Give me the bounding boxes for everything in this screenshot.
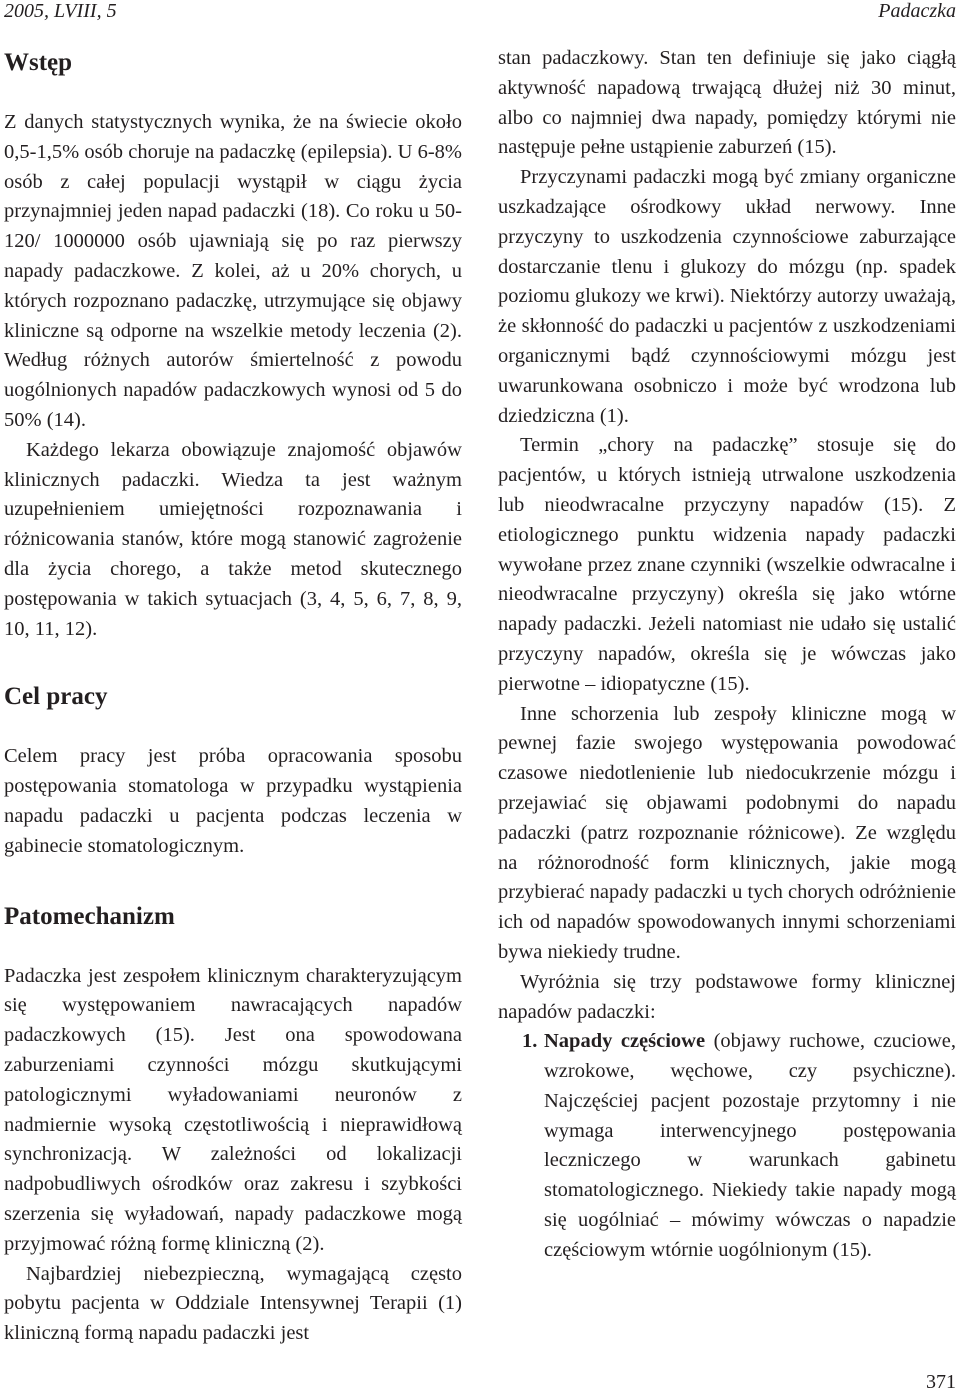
list-item-text: [544, 1027, 956, 1265]
list-item-number: 1.: [522, 1030, 538, 1053]
terminology-paragraph: Termin „chory na padaczkę” stosuje się do pacjentów, u których istnieją utrwalone uszkodzenia lub nieodwracalne przyczyny napadów (15). Z etiologicznego punktu widzenia napady padaczki wywołane przez znane czynniki (wszelkie odwracalne i nieodwracalne przyczyny) określa się jako wtórne napady padaczki. Jeżeli natomiast nie udało się ustalić przyczyny napadów, określa się je wówczas jako pierwotne – idiopatyczne (15).: [498, 434, 956, 695]
page-number: 371: [926, 1371, 956, 1393]
causes-paragraph: Przyczynami padaczki mogą być zmiany organiczne uszkadzające ośrodkowy układ nerwowy. Inne przyczyny to uszkodzenia czynnościowe zaburzające dostarczanie tlenu i glukozy do mózgu (np. spadek poziomu glukozy we krwi). Niektórzy autorzy uważają, że skłonność do padaczki u pacjentów z uszkodzeniami organicznymi bądź czynnościowymi mózgu jest uwarunkowana osobniczo i może być wrodzona lub dziedziczna (1).: [498, 166, 956, 427]
intro-paragraph-1: Z danych statystycznych wynika, że na świecie około 0,5-1,5% osób choruje na padaczkę (epilepsia). U 6-8% osób z całej populacji wystąpił w ciągu życia przynajmniej jeden napad padaczki (18). Co roku u 50-120/ 1000000 osób ujawniają się po raz pierwszy napady padaczkowe. Z kolei, aż u 20% chorych, u których rozpoznano padaczkę, utrzymujące się objawy kliniczne są odporne na wszelkie metody leczenia (2). Według różnych autorów śmiertelność z powodu uogólnionych napadów padaczkowych wynosi od 5 do 50% (14).: [4, 111, 462, 431]
heading-pathomechanism: Patomechanizm: [4, 902, 175, 930]
heading-aim: Cel pracy: [4, 683, 108, 711]
aim-paragraph: Celem pracy jest próba opracowania sposobu postępowania stomatologa w przypadku wystąpienia napadu padaczki u pacjenta podczas leczenia w gabinecie stomatologicznym.: [4, 745, 462, 857]
forms-intro-paragraph: Wyróżnia się trzy podstawowe formy klinicznej napadów padaczki:: [498, 970, 956, 1023]
intro-paragraph-2: Każdego lekarza obowiązuje znajomość objawów klinicznych padaczki. Wiedza ta jest ważnym uzupełnieniem umiejętności rozpoznawania i różnicowania stanów, które mogą stanowić zagrożenie dla życia chorego, a także metod skutecznego postępowania w takich sytuacjach (3, 4, 5, 6, 7, 8, 9, 10, 11, 12).: [4, 438, 462, 640]
running-title: Padaczka: [878, 0, 956, 22]
status-epilepticus-paragraph: stan padaczkowy. Stan ten definiuje się jako ciągłą aktywność napadową trwającą dłużej niż 30 minut, albo co najmniej dwa napady, pomiędzy którymi nie następuje pełne ustąpienie zaburzeń (15).: [498, 47, 956, 159]
journal-issue: 2005, LVIII, 5: [4, 0, 117, 22]
running-header: [0, 0, 960, 22]
list-item-description: (objawy ruchowe, czuciowe, wzrokowe, węchowe, czy psychiczne). Najczęściej pacjent pozostaje przytomny i nie wymaga interwencyjnego postępowania leczniczego w warunkach gabinetu stomatologicznego. Niekiedy takie napady mogą się uogólniać – mówimy wówczas o napadzie częściowym wtórnie uogólnionym (15).: [544, 1030, 956, 1261]
differential-paragraph: Inne schorzenia lub zespoły kliniczne mogą w pewnej fazie swojego występowania powodować czasowe niedotlenienie lub niedocukrzenie mózgu i przejawiać się objawami podobnymi do napadu padaczki (patrz rozpoznanie różnicowe). Ze względu na różnorodność form klinicznych, jakie mogą przybierać napady padaczki u tych chorych odróżnienie ich od napadów spowodowanych innymi schorzeniami bywa niekiedy trudne.: [498, 702, 956, 963]
pathomechanism-paragraph-1: Padaczka jest zespołem klinicznym charakteryzującym się występowaniem nawracających napadów padaczkowych (15). Jest ona spowodowana zaburzeniami czynności mózgu skutkującymi patologicznymi wyładowaniami neuronów z nadmiernie wysoką częstotliwością i nieprawidłową synchronizacją. W zależności od lokalizacji nadpobudliwych ośrodków oraz zakresu i szybkości szerzenia się wyładowań, napady padaczkowe mogą przyjmować różną formę kliniczną (2).: [4, 964, 462, 1255]
left-column: [4, 44, 462, 1349]
pathomechanism-paragraph-2: Najbardziej niebezpieczną, wymagającą często pobytu pacjenta w Oddziale Intensywnej Terapii (1) kliniczną formą napadu padaczki jest: [4, 1262, 462, 1345]
list-item: [498, 1027, 956, 1265]
heading-introduction: Wstęp: [4, 49, 73, 76]
list-item-term: Napady częściowe: [544, 1030, 706, 1053]
right-column: [498, 44, 956, 1266]
